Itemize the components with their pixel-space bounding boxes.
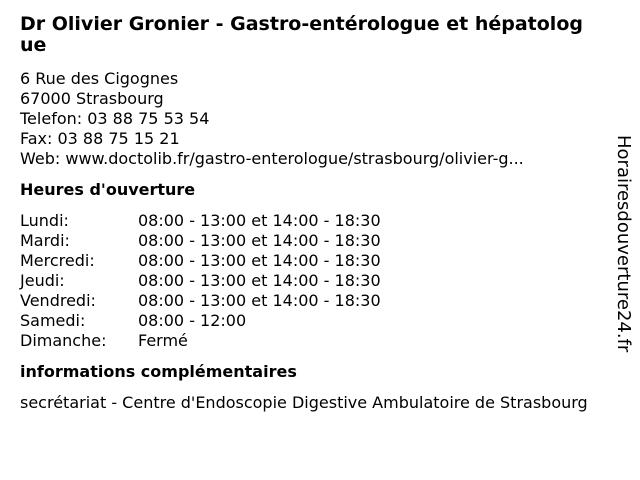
street-address: 6 Rue des Cigognes xyxy=(20,69,179,88)
hours-row-sunday xyxy=(20,331,600,351)
phone-number[interactable]: Telefon: 03 88 75 53 54 xyxy=(20,109,210,128)
time-range: 08:00 - 13:00 et 14:00 - 18:30 xyxy=(138,211,381,230)
hours-heading: Heures d'ouverture xyxy=(20,180,196,199)
day-label: Samedi: xyxy=(20,311,86,330)
listing-card xyxy=(20,0,600,413)
hours-row-friday xyxy=(20,291,600,311)
time-range: 08:00 - 12:00 xyxy=(138,311,247,330)
info-text: secrétariat - Centre d'Endoscopie Digestive Ambulatoire de Strasbourg xyxy=(20,393,588,412)
hours-row-thursday xyxy=(20,271,600,291)
time-range: 08:00 - 13:00 et 14:00 - 18:30 xyxy=(138,291,381,310)
website-link[interactable]: Web: www.doctolib.fr/gastro-enterologue/strasbourg/olivier-g... xyxy=(20,149,524,168)
day-label: Mercredi: xyxy=(20,251,95,270)
day-label: Mardi: xyxy=(20,231,70,250)
day-label: Lundi: xyxy=(20,211,69,230)
day-label: Dimanche: xyxy=(20,331,107,350)
hours-row-wednesday xyxy=(20,251,600,271)
fax-number: Fax: 03 88 75 15 21 xyxy=(20,129,180,148)
hours-row-tuesday xyxy=(20,231,600,251)
time-range: 08:00 - 13:00 et 14:00 - 18:30 xyxy=(138,271,381,290)
address-block xyxy=(20,69,600,169)
hours-row-saturday xyxy=(20,311,600,331)
page-title: Dr Olivier Gronier - Gastro-entérologue et hépatologue xyxy=(20,13,583,56)
hours-table xyxy=(20,211,600,351)
time-range: 08:00 - 13:00 et 14:00 - 18:30 xyxy=(138,251,381,270)
hours-row-monday xyxy=(20,211,600,231)
time-range: 08:00 - 13:00 et 14:00 - 18:30 xyxy=(138,231,381,250)
city-postal: 67000 Strasbourg xyxy=(20,89,164,108)
day-label: Vendredi: xyxy=(20,291,96,310)
brand-watermark: Horairesdouverture24.fr xyxy=(613,135,634,353)
time-range: Fermé xyxy=(138,331,188,350)
info-heading: informations complémentaires xyxy=(20,362,297,381)
day-label: Jeudi: xyxy=(20,271,65,290)
